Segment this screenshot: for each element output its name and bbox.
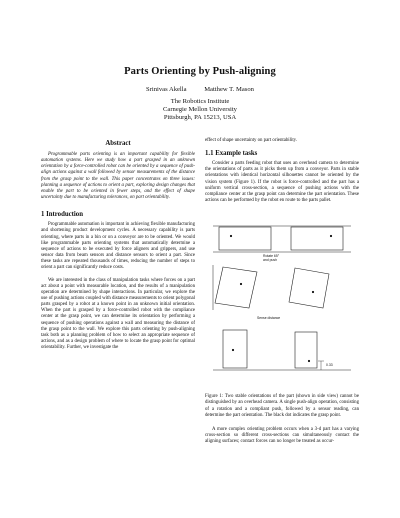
figure-1-drawing — [205, 210, 359, 388]
paper-title: Parts Orienting by Push-aligning — [124, 66, 276, 77]
affiliation-line: Carnegie Mellon University — [163, 106, 237, 114]
right-column — [205, 138, 359, 451]
grasp-point-marker — [330, 235, 332, 237]
left-column — [41, 140, 195, 357]
author-name: Srinivas Akella — [146, 86, 187, 93]
grasp-point-marker — [232, 349, 234, 351]
grasp-point-marker — [240, 283, 242, 285]
part-shape — [219, 227, 271, 250]
part-shape — [223, 330, 247, 368]
body-paragraph: effect of shape uncertainty on part orientability. — [205, 138, 297, 143]
author-name: Matthew T. Mason — [204, 86, 254, 93]
affiliation-line: The Robotics Institute — [170, 98, 230, 105]
affiliation-line: Pittsburgh, PA 15213, USA — [163, 114, 237, 122]
figure-label-value: 0.33 — [326, 363, 333, 368]
body-paragraph: Consider a parts feeding robot that uses an overhead camera to determine the orientations of parts as it picks them up from a conveyor. Parts in stable orientations with identical horizontal silhouettes cannot be oriented by the vision system (Figure 1). If the robot is force-controlled and the part has a uniform vertical cross-section, a sequence of pushing actions with the compliance center at the grasp point can determine the part orientation. These actions can be performed by the robot en route to the parts pallet. — [205, 161, 359, 204]
body-paragraph: Programmable automation is important in achieving flexible manufacturing and shortening product development cycles. A necessary capability is parts orienting, where parts in a bin or on a conveyor are to be oriented. We would like programmable parts orienting systems that automatically determine a sequence of actions to be executed by force aligners and grippers, and use sensor data from beam sensors and distance sensors to orient a part. Since these tasks are repeated thousands of times, reducing the number of steps to orient a part can significantly reduce costs. — [41, 222, 195, 271]
figure-panel-rotate-push — [213, 265, 329, 310]
figure-caption: Figure 1: Two stable orientations of the part (shown in side view) cannot be distinguished by an overhead camera. A single push-align operation, consisting of a rotation and a compliant push, followed by a sensor reading, can determine the part orientation. The black dot indicates the grasp point. — [205, 394, 359, 418]
body-paragraph: A more complex orienting problem occurs when a 3-d part has a varying cross-section so different cross-sections can simultaneously contact the aligning surfaces; contact forces can no longer be treated as occur- — [205, 426, 359, 445]
figure-label-rotate: Rotate 65° and push — [263, 254, 280, 263]
grasp-point-marker — [308, 360, 310, 362]
part-shape — [289, 268, 329, 308]
grasp-point-marker — [230, 235, 232, 237]
abstract-heading: Abstract — [105, 140, 131, 147]
part-shape — [215, 267, 257, 308]
subsection-heading: 1.1 Example tasks — [205, 150, 258, 158]
affiliation — [0, 98, 400, 123]
body-paragraph: We are interested in the class of manipulation tasks where forces on a part act about a point with measurable location, and the results of a manipulation operation are determined by shape interactions. In particular, we explore the use of pushing actions coupled with distance measurements to orient polygonal parts grasped by a robot at a known point in an unknown initial orientation. When the part is grasped by a force-controlled robot with the compliance center at the grasp point, we can determine its orientation by performing a sequence of pushing operations against a wall and measuring the distance of the grasp point to the wall. We explore this parts orienting by push-aligning task both as a planning problem of how to select an appropriate sequence of actions, and as a design problem of where to locate the grasp point for optimal orientability. Further, we investigate the — [41, 277, 195, 351]
author-line — [0, 86, 400, 93]
figure-label-sense: Sense distance — [257, 316, 281, 321]
abstract-text: Programmable parts orienting is an important capability for flexible automation systems. Here we study how a part grasped in an unknown orientation by a force-controlled robot can be oriented by a sequence of push-align actions against a wall followed by sensor measurements of the distance from the grasp point to the wall. This paper concentrates on three issues: planning a sequence of actions to orient a part, exploring design changes that enable the part to be oriented in fewer steps, and the effect of shape uncertainty due to manufacturing tolerances, on part orientability. — [41, 152, 195, 201]
introduction-heading: 1 Introduction — [41, 211, 83, 219]
grasp-point-marker — [312, 291, 314, 293]
part-shape — [295, 332, 317, 368]
figure-panel-stable-orientations — [213, 226, 351, 252]
part-shape — [291, 227, 343, 250]
figure-1 — [205, 210, 359, 388]
